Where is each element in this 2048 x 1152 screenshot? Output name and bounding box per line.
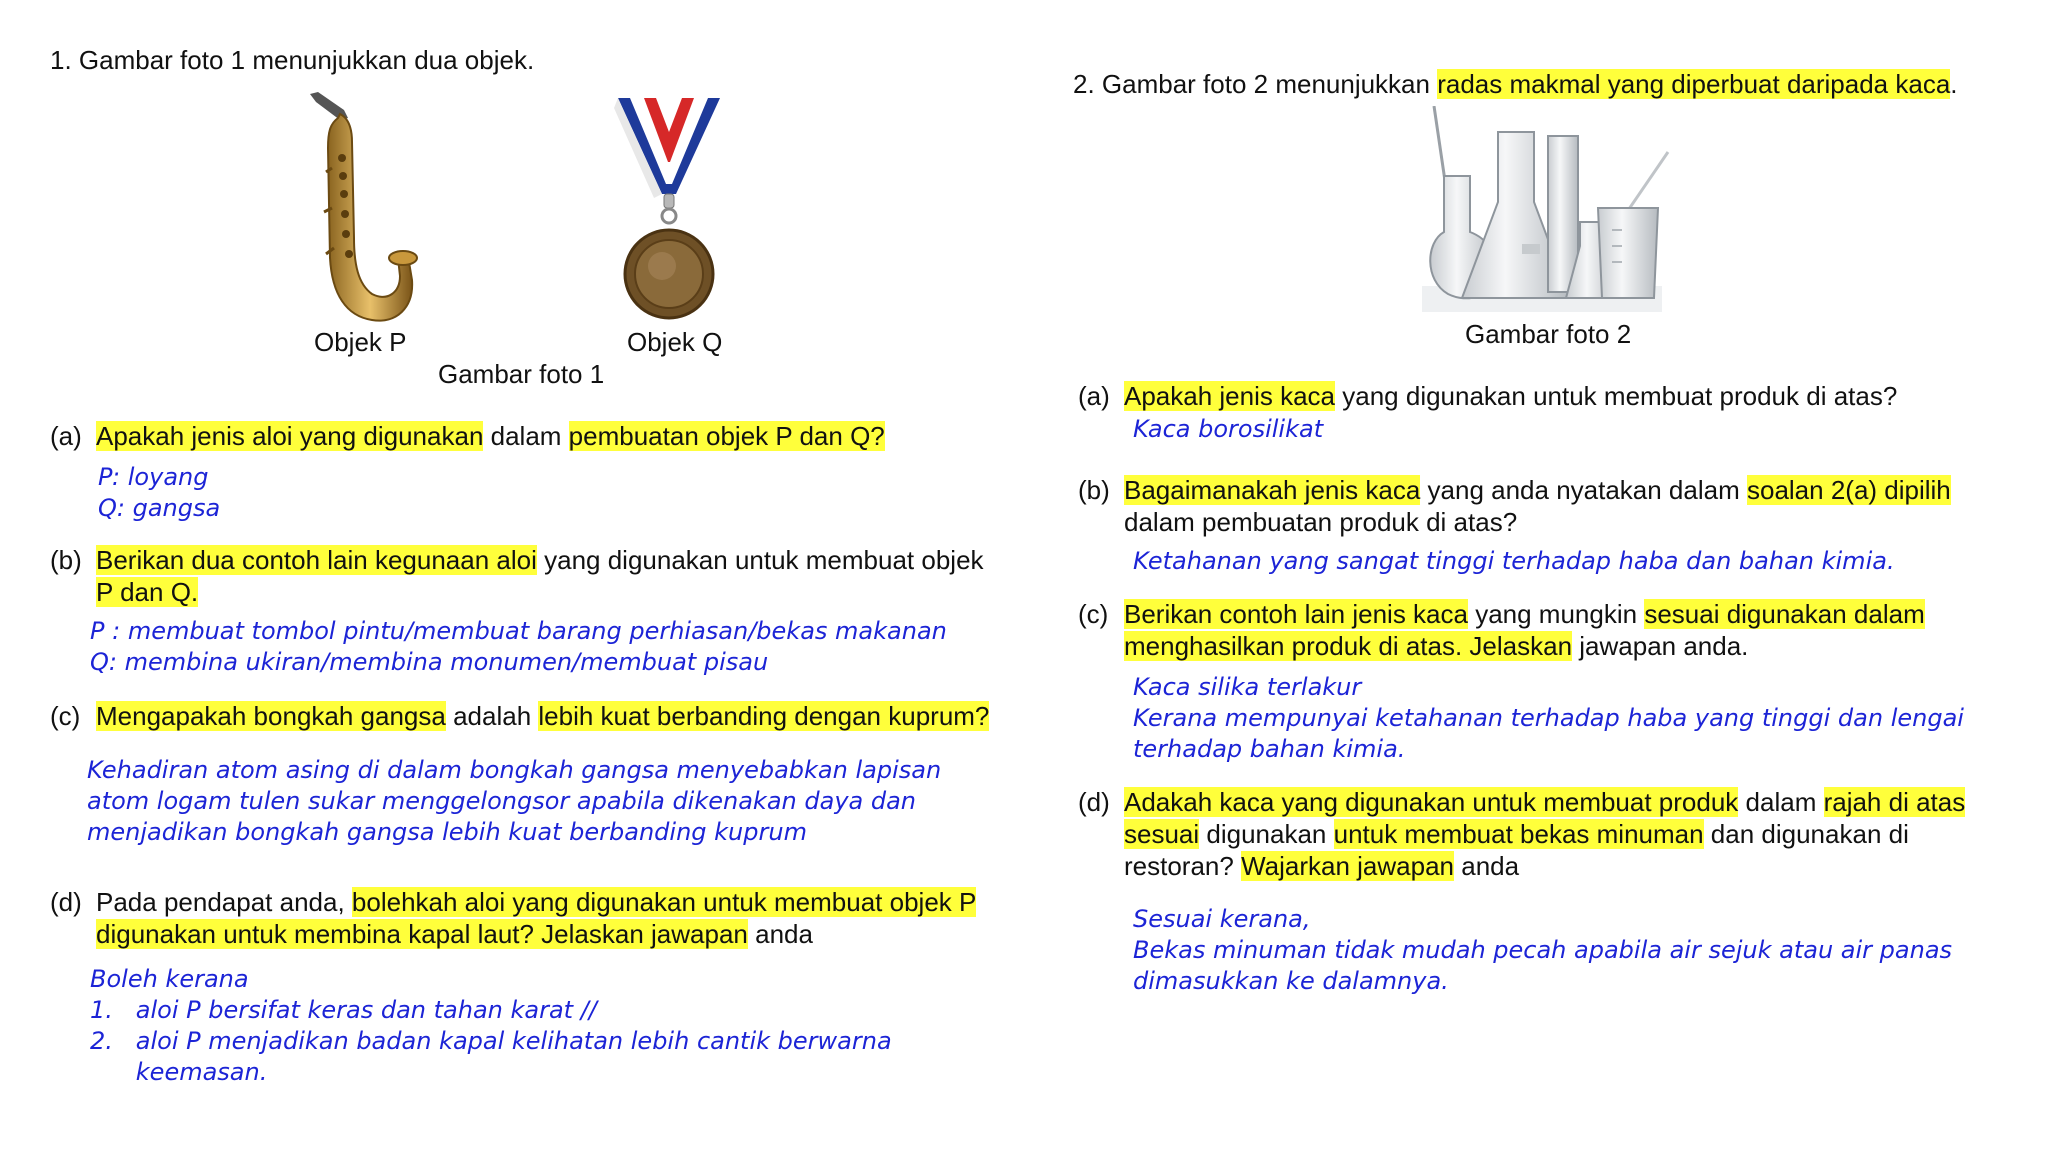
q2a-answer (1133, 414, 1323, 445)
q2b-text-1: yang anda nyatakan dalam (1420, 475, 1747, 505)
q1-title: 1. Gambar foto 1 menunjukkan dua objek. (50, 45, 535, 75)
q1b-text-1: yang digunakan untuk membuat objek (536, 545, 984, 575)
q2d-text-4: dan digunakan di (1703, 819, 1909, 849)
q1c-answer-line: menjadikan bongkah gangsa lebih kuat berbanding kuprum (87, 818, 807, 846)
q2d-text-5: restoran? (1124, 851, 1242, 881)
q1a-highlight-1: Apakah jenis aloi yang digunakan (96, 421, 484, 451)
q1d-highlight-2: digunakan untuk membina kapal laut? Jelaskan jawapan (96, 919, 748, 949)
q2-title-highlight: radas makmal yang diperbuat daripada kaca (1437, 69, 1951, 99)
q1a-highlight-2: pembuatan objek P dan Q? (568, 421, 885, 451)
q2c-answer-line: terhadap bahan kimia. (1133, 735, 1406, 763)
q1b-text (50, 544, 984, 608)
q1a-text-1: dalam (483, 421, 569, 451)
q2d-highlight-3: sesuai (1124, 819, 1200, 849)
q1b-answer-line: Q: membina ukiran/membina monumen/membuat pisau (90, 648, 769, 676)
q2a-highlight-1: Apakah jenis kaca (1124, 381, 1336, 411)
q1d-answer (90, 964, 892, 1088)
object-p-label: Objek P (314, 327, 407, 357)
saxophone-icon (296, 88, 426, 324)
q2d-highlight-1: Adakah kaca yang digunakan untuk membuat produk (1124, 787, 1739, 817)
q2d-answer (1133, 904, 1952, 997)
photo-1-caption: Gambar foto 1 (438, 359, 605, 389)
q2c-text-3: jawapan anda. (1572, 631, 1749, 661)
q1d-text (50, 886, 976, 950)
q1d-answer-line: 2. aloi P menjadikan badan kapal kelihatan lebih cantik berwarna (90, 1027, 892, 1055)
q1b-answer-line: P : membuat tombol pintu/membuat barang perhiasan/bekas makanan (90, 617, 947, 645)
q1a-text (50, 420, 885, 452)
q2b-highlight-2: soalan 2(a) dipilih (1746, 475, 1951, 505)
q2-title (1073, 68, 1958, 100)
q1d-answer-line: keemasan. (90, 1058, 268, 1086)
q2b-answer (1133, 546, 1895, 577)
q2a-label: (a) (1078, 381, 1110, 411)
q1b-highlight-1: Berikan dua contoh lain kegunaan aloi (96, 545, 537, 575)
q2b-text (1078, 474, 1951, 538)
q2c-answer-line: Kaca silika terlakur (1133, 673, 1362, 701)
q2-title-end: . (1950, 69, 1958, 99)
q2d-highlight-5: Wajarkan jawapan (1241, 851, 1455, 881)
q1b-answer (90, 616, 947, 678)
q2-title-text: 2. Gambar foto 2 menunjukkan (1073, 69, 1438, 99)
q1d-text-0: Pada pendapat anda, (96, 887, 352, 917)
q2c-answer (1133, 672, 1964, 765)
q1c-highlight-1: Mengapakah bongkah gangsa (96, 701, 446, 731)
q1d-answer-line: Boleh kerana (90, 965, 249, 993)
q2b-answer-line: Ketahanan yang sangat tinggi terhadap haba dan bahan kimia. (1133, 547, 1895, 575)
q1a-answer (98, 462, 220, 524)
q2a-text-1: yang digunakan untuk membuat produk di atas? (1335, 381, 1898, 411)
q1c-answer-line: atom logam tulen sukar menggelongsor apabila dikenakan daya dan (87, 787, 917, 815)
q1d-highlight-1: bolehkah aloi yang digunakan untuk membuat objek P (351, 887, 977, 917)
q1a-answer-line: P: loyang (98, 463, 209, 491)
glassware-icon (1422, 106, 1682, 312)
q2d-label: (d) (1078, 787, 1110, 817)
medal-icon (614, 98, 724, 324)
q2d-highlight-2: rajah di atas (1823, 787, 1966, 817)
q2c-answer-line: Kerana mempunyai ketahanan terhadap haba yang tinggi dan lengai (1133, 704, 1964, 732)
q2c-text-1: yang mungkin (1467, 599, 1645, 629)
photo-2-caption: Gambar foto 2 (1465, 319, 1632, 349)
q1c-text (50, 700, 989, 732)
q2c-highlight-3: menghasilkan produk di atas. Jelaskan (1124, 631, 1573, 661)
q2d-text-1: dalam (1738, 787, 1824, 817)
q2d-answer-line: Sesuai kerana, (1133, 905, 1311, 933)
q2a-text (1078, 380, 1897, 412)
q2c-highlight-1: Berikan contoh lain jenis kaca (1124, 599, 1468, 629)
q1c-highlight-2: lebih kuat berbanding dengan kuprum? (538, 701, 990, 731)
q1a-label: (a) (50, 421, 82, 451)
q1d-text-2: anda (747, 919, 813, 949)
q2b-highlight-1: Bagaimanakah jenis kaca (1124, 475, 1421, 505)
q2b-label: (b) (1078, 475, 1110, 505)
q2b-text-2: dalam pembuatan produk di atas? (1124, 507, 1518, 537)
q2c-label: (c) (1078, 599, 1109, 629)
q2c-text (1078, 598, 1925, 662)
q2a-answer-line: Kaca borosilikat (1133, 415, 1324, 443)
q1c-answer (87, 755, 941, 848)
q1c-answer-line: Kehadiran atom asing di dalam bongkah gangsa menyebabkan lapisan (87, 756, 942, 784)
q1a-answer-line: Q: gangsa (98, 494, 221, 522)
q1d-answer-line: 1. aloi P bersifat keras dan tahan karat // (90, 996, 597, 1024)
q2c-highlight-2: sesuai digunakan dalam (1644, 599, 1925, 629)
q1c-label: (c) (50, 701, 81, 731)
q1b-label: (b) (50, 545, 82, 575)
q2d-answer-line: Bekas minuman tidak mudah pecah apabila air sejuk atau air panas (1133, 936, 1953, 964)
q1d-label: (d) (50, 887, 82, 917)
q2d-text-6: anda (1454, 851, 1520, 881)
q1b-highlight-2: P dan Q. (96, 577, 199, 607)
q1c-text-1: adalah (445, 701, 539, 731)
q2d-text (1078, 786, 1965, 882)
object-q-label: Objek Q (627, 327, 723, 357)
q2d-highlight-4: untuk membuat bekas minuman (1333, 819, 1704, 849)
q2d-answer-line: dimasukkan ke dalamnya. (1133, 967, 1449, 995)
q2d-text-3: digunakan (1199, 819, 1334, 849)
